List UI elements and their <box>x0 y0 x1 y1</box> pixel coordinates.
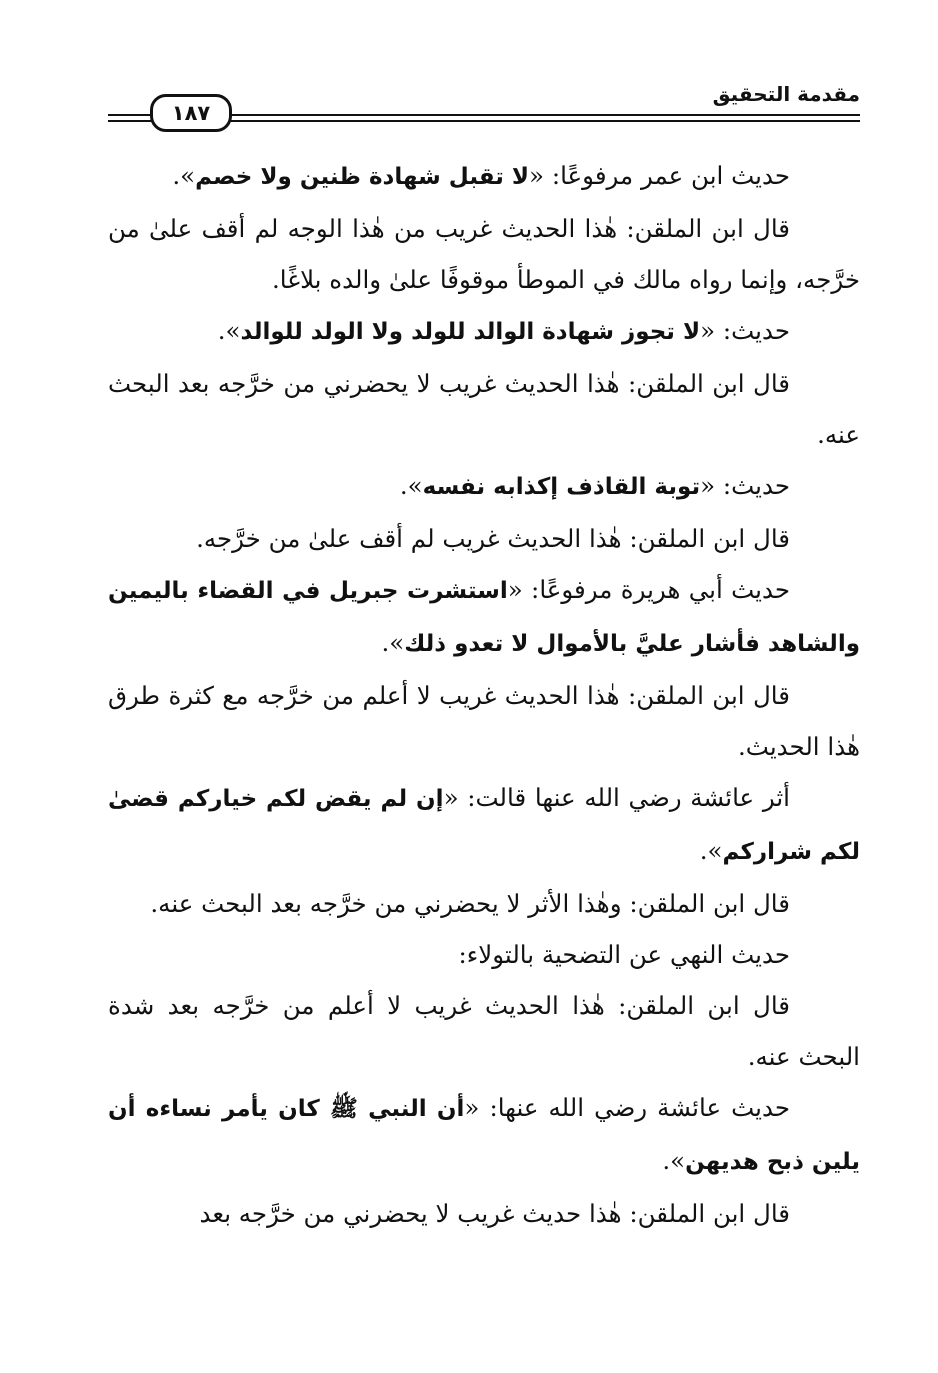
paragraph <box>108 203 860 305</box>
page-header <box>108 80 860 128</box>
hadith-quote: أن النبي ﷺ كان يأمر نساءه أن يلين ذبح هديهن <box>108 1096 860 1175</box>
paragraph-text: حديث النهي عن التضحية بالتولاء: <box>458 940 790 969</box>
hadith-quote: إن لم يقض لكم خياركم قضىٰ لكم شراركم <box>108 786 860 865</box>
paragraph <box>108 513 860 564</box>
paragraph-text: حديث أبي هريرة مرفوعًا: « <box>507 575 791 604</box>
paragraph <box>108 1188 860 1239</box>
page-body <box>108 150 860 1239</box>
paragraph-text: قال ابن الملقن: هٰذا حديث غريب لا يحضرني من خرَّجه بعد <box>199 1199 790 1228</box>
hadith-quote: استشرت جبريل في القضاء باليمين والشاهد فأشار عليَّ بالأموال لا تعدو ذلك <box>108 578 860 657</box>
paragraph-text: حديث ابن عمر مرفوعًا: « <box>529 161 790 190</box>
paragraph <box>108 670 860 772</box>
paragraph-text: حديث: « <box>700 316 790 345</box>
paragraph-text: قال ابن الملقن: وهٰذا الأثر لا يحضرني من خرَّجه بعد البحث عنه. <box>150 889 790 918</box>
paragraph <box>108 564 860 670</box>
paragraph <box>108 1082 860 1188</box>
paragraph-text: حديث عائشة رضي الله عنها: « <box>464 1093 790 1122</box>
paragraph-text: ». <box>381 628 405 657</box>
paragraph-text: قال ابن الملقن: هٰذا الحديث غريب من هٰذا الوجه لم أقف علىٰ من خرَّجه، وإنما رواه مالك في الموطأ موقوفًا علىٰ والده بلاغًا. <box>108 214 860 294</box>
page-number: ١٨٧ <box>150 94 232 132</box>
paragraph <box>108 305 860 358</box>
paragraph-text: ». <box>172 161 196 190</box>
paragraph <box>108 358 860 460</box>
paragraph-text: حديث: « <box>700 471 790 500</box>
paragraph <box>108 980 860 1082</box>
paragraph-text: قال ابن الملقن: هٰذا الحديث غريب لا أعلم من خرَّجه بعد شدة البحث عنه. <box>108 991 860 1071</box>
paragraph-text: قال ابن الملقن: هٰذا الحديث غريب لا أعلم من خرَّجه مع كثرة طرق هٰذا الحديث. <box>108 681 860 761</box>
paragraph <box>108 929 860 980</box>
hadith-quote: لا تقبل شهادة ظنين ولا خصم <box>195 164 530 190</box>
paragraph-text: ». <box>699 836 723 865</box>
hadith-quote: لا تجوز شهادة الوالد للولد ولا الولد للوالد <box>240 319 701 345</box>
paragraph <box>108 878 860 929</box>
paragraph <box>108 772 860 878</box>
running-title: مقدمة التحقيق <box>703 82 860 106</box>
paragraph-text: ». <box>399 471 423 500</box>
paragraph-text: ». <box>217 316 241 345</box>
paragraph <box>108 460 860 513</box>
paragraph-text: ». <box>662 1146 686 1175</box>
paragraph-text: قال ابن الملقن: هٰذا الحديث غريب لم أقف علىٰ من خرَّجه. <box>196 524 790 553</box>
hadith-quote: توبة القاذف إكذابه نفسه <box>422 474 701 500</box>
paragraph-text: قال ابن الملقن: هٰذا الحديث غريب لا يحضرني من خرَّجه بعد البحث عنه. <box>108 369 860 449</box>
paragraph-text: أثر عائشة رضي الله عنها قالت: « <box>443 783 790 812</box>
paragraph <box>108 150 860 203</box>
